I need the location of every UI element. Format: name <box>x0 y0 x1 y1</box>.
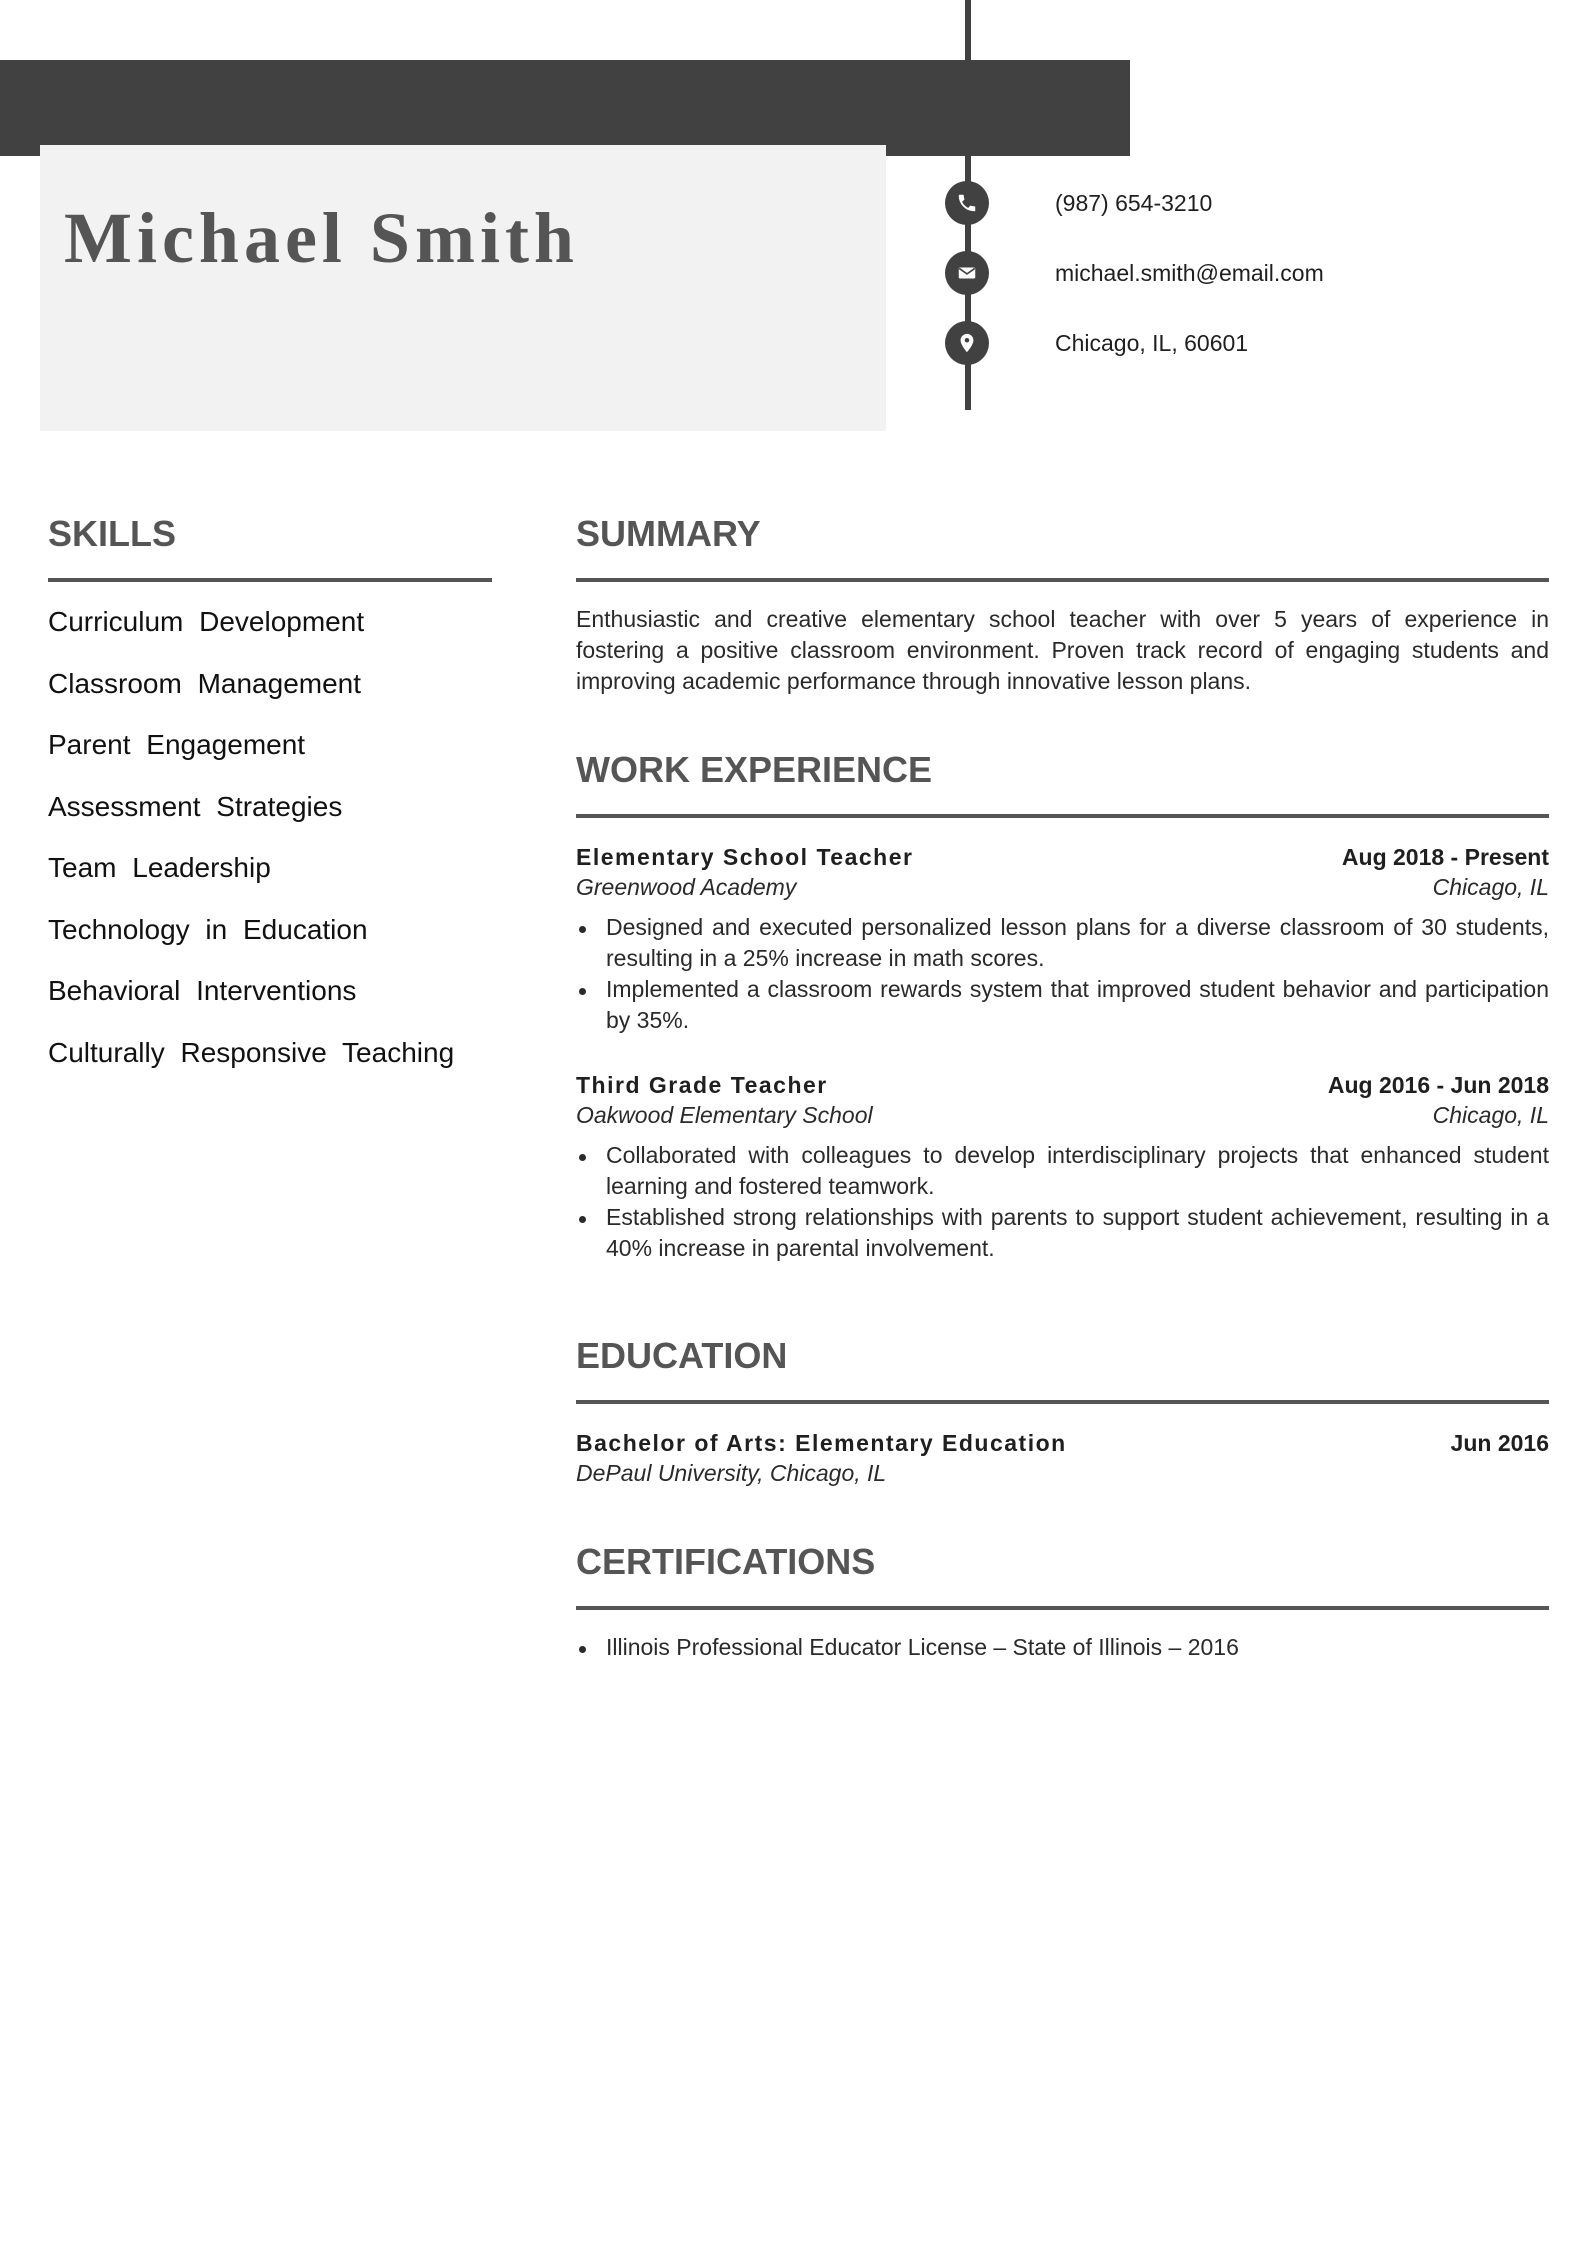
skill-item: Classroom Management <box>48 667 362 699</box>
degree-title: Bachelor of Arts: Elementary Education <box>576 1430 1067 1456</box>
education-section <box>576 1332 1549 1488</box>
job-subheader <box>576 1100 1549 1130</box>
school-name: DePaul University, Chicago, IL <box>576 1460 887 1486</box>
summary-text: Enthusiastic and creative elementary school teacher with over 5 years of experience in fostering a positive classroom environment. Proven track record of engaging students and improving academic performance through innovative lesson plans. <box>576 606 1549 694</box>
header-bar <box>0 60 1130 156</box>
job-location: Chicago, IL <box>1432 1102 1549 1128</box>
job-bullets <box>576 912 1549 1036</box>
skill-item: Assessment Strategies <box>48 790 343 822</box>
experience-divider <box>576 814 1549 818</box>
contact-email-text[interactable]: michael.smith@email.com <box>1055 259 1324 286</box>
skill-item: Behavioral Interventions <box>48 975 357 1006</box>
job-header <box>576 842 1549 872</box>
email-icon <box>945 251 989 295</box>
skills-list <box>48 602 492 1094</box>
skills-divider <box>48 578 492 582</box>
job-title: Elementary School Teacher <box>576 844 914 870</box>
contact-phone-text[interactable]: (987) 654-3210 <box>1055 189 1213 216</box>
job-location: Chicago, IL <box>1432 874 1549 900</box>
contact-location-text: Chicago, IL, 60601 <box>1055 329 1249 356</box>
name-panel <box>40 145 886 431</box>
certifications-section <box>576 1538 1549 1663</box>
contact-phone <box>945 181 1212 225</box>
education-entry <box>576 1428 1549 1488</box>
job-bullets <box>576 1140 1549 1264</box>
experience-heading: WORK EXPERIENCE <box>576 749 933 790</box>
job-dates: Aug 2016 - Jun 2018 <box>1327 1072 1549 1098</box>
candidate-name: Michael Smith <box>64 198 579 278</box>
skill-item: Technology in Education <box>48 913 368 945</box>
certifications-divider <box>576 1606 1549 1610</box>
contact-location <box>945 321 1248 365</box>
location-icon <box>945 321 989 365</box>
job-entry <box>576 1070 1549 1264</box>
education-header <box>576 1428 1549 1458</box>
certification-item: Illinois Professional Educator License – State of Illinois – 2016 <box>576 1632 1549 1663</box>
summary-section <box>576 510 1549 697</box>
graduation-date: Jun 2016 <box>1450 1430 1549 1456</box>
contact-email <box>945 251 1324 295</box>
job-header <box>576 1070 1549 1100</box>
certifications-list <box>576 1632 1549 1663</box>
experience-section <box>576 746 1549 1264</box>
job-subheader <box>576 872 1549 902</box>
job-bullet: Established strong relationships with parents to support student achievement, resulting in a 40% increase in parental involvement. <box>576 1202 1549 1264</box>
skill-item: Team Leadership <box>48 852 271 883</box>
job-bullet: Designed and executed personalized lesson plans for a diverse classroom of 30 students, resulting in a 25% increase in math scores. <box>576 912 1549 974</box>
job-bullet: Implemented a classroom rewards system that improved student behavior and participation by 35%. <box>576 974 1549 1036</box>
education-divider <box>576 1400 1549 1404</box>
phone-icon <box>945 181 989 225</box>
job-employer: Oakwood Elementary School <box>576 1102 873 1128</box>
job-title: Third Grade Teacher <box>576 1072 828 1098</box>
education-heading: EDUCATION <box>576 1335 788 1376</box>
skill-item: Curriculum Development <box>48 606 365 637</box>
job-dates: Aug 2018 - Present <box>1341 844 1549 870</box>
skill-item: Parent Engagement <box>48 729 306 760</box>
summary-divider <box>576 578 1549 582</box>
skills-heading: SKILLS <box>48 513 177 554</box>
skills-section <box>48 510 492 1094</box>
job-employer: Greenwood Academy <box>576 874 797 900</box>
summary-heading: SUMMARY <box>576 513 761 554</box>
skill-item: Culturally Responsive Teaching <box>48 1036 455 1068</box>
education-subheader <box>576 1458 1549 1488</box>
certifications-heading: CERTIFICATIONS <box>576 1541 876 1582</box>
job-entry <box>576 842 1549 1036</box>
job-bullet: Collaborated with colleagues to develop interdisciplinary projects that enhanced student learning and fostered teamwork. <box>576 1140 1549 1202</box>
